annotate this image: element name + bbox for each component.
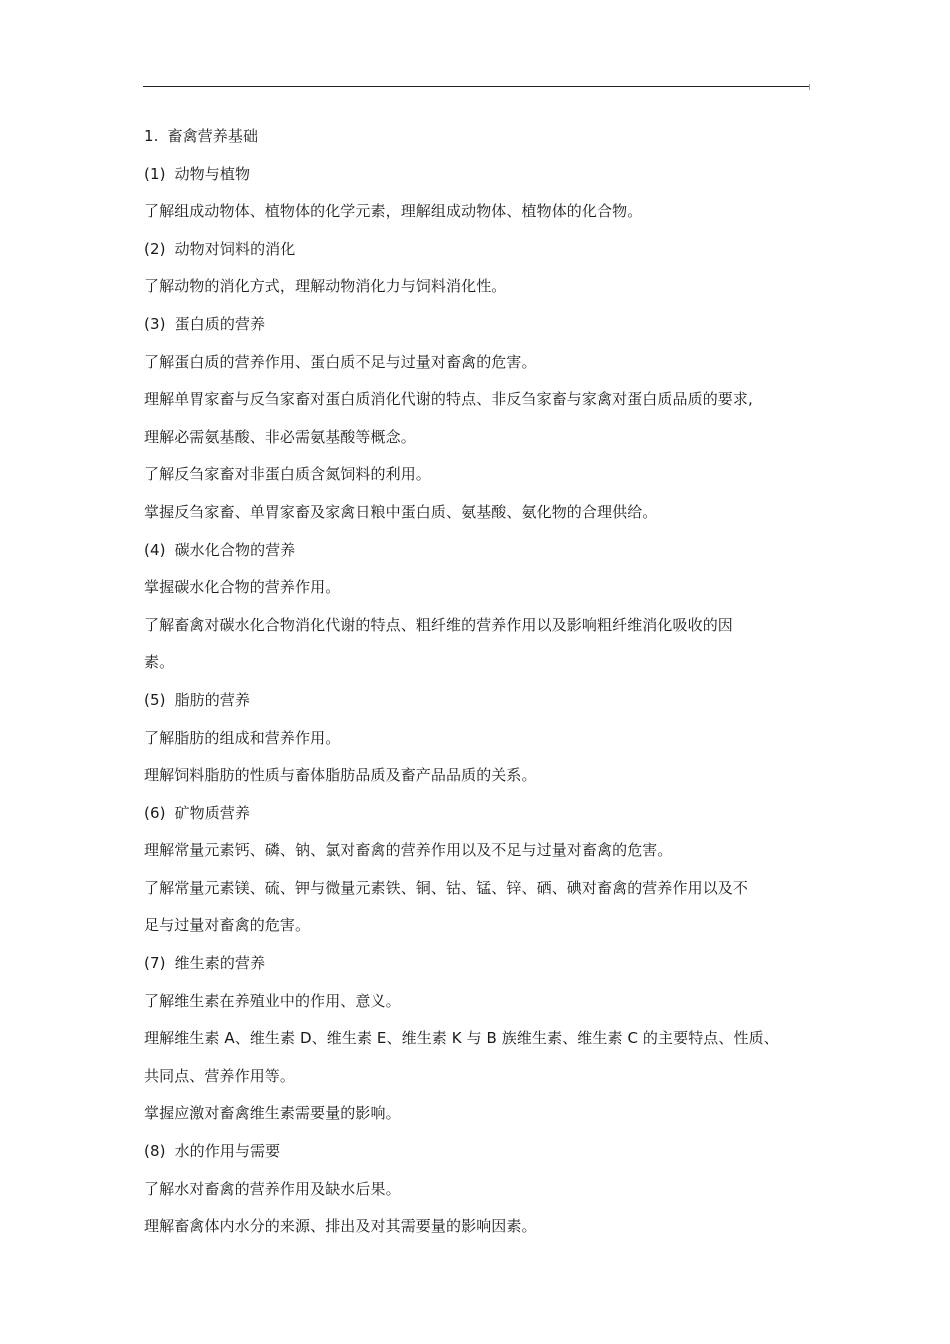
body-paragraph-line: 掌握碳水化合物的营养作用。 bbox=[144, 578, 341, 597]
section-heading bbox=[144, 231, 814, 269]
body-paragraph-line: 了解水对畜禽的营养作用及缺水后果。 bbox=[144, 1179, 401, 1198]
section-number: (4) bbox=[144, 540, 166, 559]
section-number: (7) bbox=[144, 954, 166, 973]
section-number: 1. bbox=[144, 127, 159, 145]
body-paragraph-line: 素。 bbox=[144, 653, 175, 672]
body-paragraph-line: 理解饲料脂肪的性质与畜体脂肪品质及畜产品品质的关系。 bbox=[144, 766, 537, 785]
body-paragraph-line: 足与过量对畜禽的危害。 bbox=[144, 916, 311, 935]
section-title: 矿物质营养 bbox=[174, 803, 251, 822]
body-paragraph-line: 了解维生素在养殖业中的作用、意义。 bbox=[144, 991, 401, 1010]
body-paragraph-line: 理解常量元素钙、磷、钠、氯对畜禽的营养作用以及不足与过量对畜禽的危害。 bbox=[144, 841, 673, 860]
section-heading bbox=[144, 795, 814, 833]
body-paragraph-line: 了解常量元素镁、硫、钾与微量元素铁、铜、钴、锰、锌、硒、碘对畜禽的营养作用以及不 bbox=[144, 878, 749, 897]
section-number: (6) bbox=[144, 803, 166, 822]
body-paragraph-line: 理解畜禽体内水分的来源、排出及对其需要量的影响因素。 bbox=[144, 1217, 537, 1236]
body-paragraph-line: 掌握反刍家畜、单胃家畜及家禽日粮中蛋白质、氨基酸、氨化物的合理供给。 bbox=[144, 502, 658, 521]
section-heading bbox=[144, 682, 814, 720]
section-heading bbox=[144, 1133, 814, 1171]
section-title: 蛋白质的营养 bbox=[174, 314, 266, 333]
section-title: 动物对饲料的消化 bbox=[174, 239, 296, 258]
section-title: 畜禽营养基础 bbox=[167, 127, 259, 145]
body-paragraph-line: 共同点、营养作用等。 bbox=[144, 1066, 296, 1085]
section-heading bbox=[144, 156, 814, 194]
body-paragraph-line: 了解动物的消化方式，理解动物消化力与饲料消化性。 bbox=[144, 277, 507, 296]
section-title: 碳水化合物的营养 bbox=[174, 540, 296, 559]
body-paragraph-line: 掌握应激对畜禽维生素需要量的影响。 bbox=[144, 1104, 401, 1123]
section-heading bbox=[144, 118, 814, 156]
section-number: (1) bbox=[144, 164, 166, 183]
section-number: (3) bbox=[144, 314, 166, 333]
header-rule-tick bbox=[809, 84, 810, 90]
body-paragraph-line: 了解反刍家畜对非蛋白质含氮饲料的利用。 bbox=[144, 465, 431, 484]
section-title: 动物与植物 bbox=[174, 164, 251, 183]
body-paragraph-line: 理解必需氨基酸、非必需氨基酸等概念。 bbox=[144, 427, 416, 446]
document-body bbox=[144, 118, 814, 1246]
section-number: (8) bbox=[144, 1142, 166, 1161]
body-paragraph-line: 了解蛋白质的营养作用、蛋白质不足与过量对畜禽的危害。 bbox=[144, 352, 537, 371]
body-paragraph-line: 了解畜禽对碳水化合物消化代谢的特点、粗纤维的营养作用以及影响粗纤维消化吸收的因 bbox=[144, 615, 733, 634]
body-paragraph-line: 了解组成动物体、植物体的化学元素，理解组成动物体、植物体的化合物。 bbox=[144, 202, 643, 221]
section-number: (2) bbox=[144, 239, 166, 258]
section-heading bbox=[144, 306, 814, 344]
section-title: 水的作用与需要 bbox=[174, 1142, 281, 1161]
section-title: 脂肪的营养 bbox=[174, 690, 251, 709]
section-heading bbox=[144, 532, 814, 570]
section-title: 维生素的营养 bbox=[174, 954, 266, 973]
section-heading bbox=[144, 945, 814, 983]
body-paragraph-line: 理解单胃家畜与反刍家畜对蛋白质消化代谢的特点、非反刍家畜与家禽对蛋白质品质的要求, bbox=[144, 390, 753, 409]
body-paragraph-line: 了解脂肪的组成和营养作用。 bbox=[144, 728, 341, 747]
body-paragraph-line: 理解维生素 A、维生素 D、维生素 E、维生素 K 与 B 族维生素、维生素 C 的主要特点、性质、 bbox=[144, 1029, 779, 1048]
section-number: (5) bbox=[144, 690, 166, 709]
header-rule bbox=[143, 86, 809, 87]
